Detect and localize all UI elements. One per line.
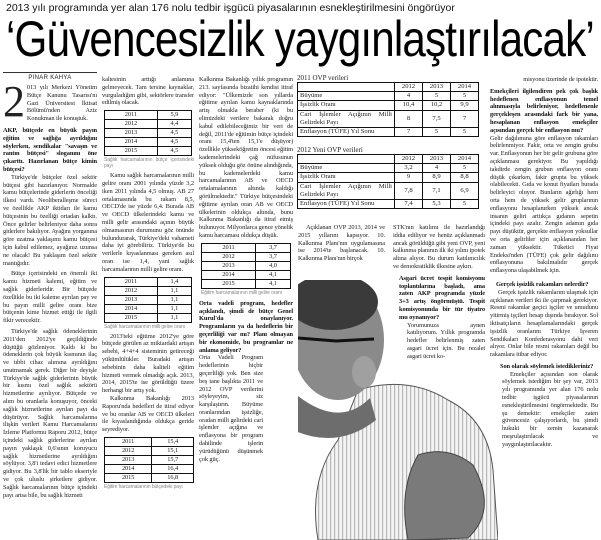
value-cell: 15,4 [152, 437, 194, 446]
header-cell: 2014 [451, 83, 479, 92]
table-row [298, 92, 479, 101]
headline: ‘Güvencesizlik yaygınlaştırılacak’ [6, 11, 594, 67]
paragraph: Açıklanan OVP 2013, 2014 ve 2015 yıllarını kapsıyor. 10. Kalkınma Planı'nın uygulamasına ise 2014'te başlanacak. 10. Kalkınma Planı'nın birçok [298, 224, 385, 263]
value-cell: 4,0 [255, 261, 290, 270]
ovp-2012-block [297, 146, 479, 209]
year-cell: 2013 [105, 129, 158, 138]
value-cell: 1,1 [157, 295, 191, 304]
table-row [105, 464, 194, 473]
indicator-cell: İşsizlik Oranı [298, 101, 395, 110]
year-cell: 2012 [105, 120, 158, 129]
byline: PINAR KAHYA [3, 72, 97, 81]
table-row [298, 110, 479, 127]
value-cell: 16,8 [152, 473, 194, 482]
value-cell: 5,3 [423, 200, 451, 209]
table-row [105, 455, 194, 464]
question: Asgari ücret tespit komisyonu toplantılarına başladı, ama zaten AKP programda yüzde 3+3 artış öngörmüştü. Tespit komisyonunda bir tür tiyatro mu oynanıyor? [399, 274, 485, 321]
ovp-2011-block [297, 74, 479, 137]
year-cell: 2013 [105, 295, 158, 304]
column-3 [199, 76, 293, 463]
value-cell: 6,9 [451, 182, 479, 199]
table-row [105, 473, 194, 482]
year-cell: 2014 [105, 464, 152, 473]
table-row [202, 270, 291, 279]
year-cell: 2012 [105, 446, 152, 455]
value-cell: 7,4 [395, 200, 423, 209]
question: AKP, bütçede en büyük payın eğitim ve sağlığa ayrıldığını söylerken, sendikalar "savaşın ve rantın bütçesi" sloganını öne çıkarttı. Hazırlanan bütçe kimin bütçesi? [3, 126, 97, 173]
paragraph: STK'nın katılımı ile hazırlandığı iddia ediliyor ve henüz açıklanmadı ancak görüldüğü gibi yeni OVP, yeni kalkınma planının ilk iki yılını ipotek altına alıyor. Bu durum katılımcılık ve demokratiklik ilkesine aykırı. [393, 224, 485, 270]
ovp-2011-table [297, 82, 479, 137]
year-cell: 2011 [105, 277, 158, 286]
column-5 [490, 76, 598, 449]
column-4a [298, 224, 385, 263]
value-cell: 15,1 [152, 446, 194, 455]
table-row [298, 164, 479, 173]
paragraph: Kalkınma Bakanlığı 2013 Raporu'nda hedefleri de itiraf ediyor ve bu oranlar AB ve OECD ülkeleri ile kıyaslandığında oldukça geride seyrediyor. [102, 394, 194, 434]
value-cell: 4,5 [157, 138, 191, 147]
intro: 013 yılı Merkezi Yönetim Bütçe Kanunu Tasarısı'nı Gazi Üniversitesi İktisat Bölümü'nden Aziz Konukman ile konuştuk. [26, 84, 97, 123]
value-cell: 5 [451, 92, 479, 101]
year-cell: 2011 [105, 437, 152, 446]
table-row [202, 279, 291, 288]
value-cell: 4,1 [255, 270, 290, 279]
value-cell: 4,4 [157, 120, 191, 129]
indicator-cell: Büyüme [298, 164, 395, 173]
table-row [298, 101, 479, 110]
health-budget-table-block [104, 110, 194, 169]
value-cell: 5 [423, 128, 451, 137]
table-caption: Sağlık harcamalarının milli gelire oranı [104, 323, 186, 330]
table-row [105, 138, 192, 147]
value-cell: 1,1 [157, 304, 191, 313]
paragraph: Emekçiler açısından son olarak söylemek istediğim bir şey var, 2013 yılı programında yer alan 176 nolu tedbir işgücü piyasalarının esnekleştirilmesini öngörmektedir. Bu şu demektir: emekçiler zaten güvencesiz çalışıyorlardı, bu şimdi hukuki bir zemin kazanarak meşrulaştırılacak ve yaygınlaştırılacaktır. [502, 370, 598, 448]
paragraph: Gelir dağılımına göre enflasyon rakamları belirlenmiyor. Fakir, orta ve zengin grubu var. Enflasyonun her bir gelir grubuna göre açıklanması gerekiyor. Bu yapıldığı takdirde zengin grubun enflasyon oranı düşük çıkarken, fakir grupta bu yüksek olabilecekti. Gıda ve konut fiyatları burada belirleyici oluyor. Bunların ağırlığı hem orta hem de yüksek gelir gruplarının enflasyonu hesaplanırken yüksek ancak insanın geliri arttıkça gıdanın sepetin içindeki payı azalır. Zengin adamın gıda payı düşüktür, gerçekte enflasyon yoksullar ve orta gelirliler için açıklanandan her zaman yüksektir. Tüketici Fiyat Endeksi'nden (TÜFE) çok gelir dağılımı enflasyonuna bakılmalıdır gerçek enflasyona ulaşabilmek için. [490, 134, 598, 275]
value-cell: 10,4 [395, 101, 423, 110]
year-cell: 2012 [202, 252, 256, 261]
table-row [202, 243, 291, 252]
question: Emekçileri ilgilendiren pek çok başlık hedeflenen enflasyonun temel alınmasıyla belirleniyor, hedeflenenle gerçekleşen arasındaki fark bir yana, hesaplanan enflasyon emekçiler açısından gerçek bir enflasyon mu? [490, 87, 598, 134]
edu-budget-table [104, 437, 194, 483]
value-cell: 7,5 [423, 110, 451, 127]
table-row [105, 446, 194, 455]
kicker: 2013 yılı programında yer alan 176 nolu tedbir işgücü piyasalarının esnekleştirilmesini öngörüyor [6, 2, 455, 14]
table-row [298, 200, 479, 209]
table-row [202, 252, 291, 261]
paragraph: Orta Vadeli Program hedeflerinin hiçbir geçerliliği yok. Ben size beş tane başlıkta 2011 ve 2012 OVP verilerini söyleyeyim, siz karşılaştırın. Büyüme oranlarından işsizliğe, oradan milli gelirdeki cari işlemler açığına ve enflasyona bir program dahilinde işlerin yürüdüğünü düşünmek çok güç. [199, 354, 263, 463]
value-cell: 16,4 [152, 464, 194, 473]
table-row [105, 286, 192, 295]
question: Gerçek işsizlik rakamları nelerdir? [496, 280, 589, 288]
table-row [298, 173, 479, 182]
value-cell: 5 [451, 128, 479, 137]
paragraph: misyonu üzerinde de ipotektir. [523, 76, 598, 83]
table-row [298, 128, 479, 137]
year-cell: 2014 [202, 270, 256, 279]
paragraph: Kalkınma Bakanlığı yıllık programın 213. sayfasında bizatihi kendisi itiraf ediyor: "Ülkemizde son yıllarda eğitime ayrılan kamu kaynaklarında artış olmakla beraber (ki bu elimizdeki verilere bakarak doğru kabul edilebileceğimiz bir veri de değil, 2011'de eğitimin bütçe içindeki oranı 15,4'ten 15,1'e düşüyor) özellikle yükseköğretim öncesi eğitim kademelerindeki çağ nüfusunun yüksek olduğu göz önüne alındığında, bu kademelerdeki kamu harcamalarının AB ve OECD ortalamalarının altında kaldığı görülmektedir." Türkiye bütçesindeki eğitime ayrılan oran AB ve OECD ülkelerinin oldukça altında, bunu Kalkınma Bakanlığı da itiraf etmiş bulunuyor. Milyonlarca gence yönelik kamu harcaması oldukça düşük. [199, 76, 294, 239]
value-cell: 7,1 [423, 182, 451, 199]
paragraph: kaltesinin arttığı anlamına gelmeyecek. Tam tersine kaynaklar, vurguladığım gibi, sektörlere transfer edilmiş olacak. [102, 76, 194, 107]
table-row [298, 182, 479, 199]
value-cell: 8,9 [423, 173, 451, 182]
indicator-cell: Enflasyon (TÜFE) Yıl Sonu [298, 200, 395, 209]
value-cell: 5,9 [157, 111, 191, 120]
year-cell: 2014 [105, 304, 158, 313]
year-cell: 2015 [105, 313, 158, 322]
year-cell: 2015 [202, 279, 256, 288]
table-caption: Sağlık harcamalarının bütçe içerisindeki payı [104, 157, 194, 170]
value-cell: 5 [451, 164, 479, 173]
question: Orta vadeli program, hedefler açıklandı, şimdi de bütçe Genel Kurul'da onaylanıyor. Programların ya da hedeflerin bir geçerliliği var mı? Planı olmayan bir ekonomide, bu programlar ne anlama geliyor? [199, 299, 293, 354]
edu-budget-table-block [104, 437, 194, 490]
indicator-cell: Cari İşlemler Açığının Milli Gelirdeki Payı [298, 182, 395, 199]
paragraph: 2013'teki eğitime 2012'ye göre bütçede görülen az miktardaki artışın sebebi, 4+4+4 sisteminin getireceği yükümlülükler. Buradaki artışın sebebinin daha kaliteli eğitim hizmeti vermek olmadığı açık. 2013, 2014, 2015'te ise görüldüğü üzere herhangi bir artış yok. [102, 332, 194, 395]
paragraph: Yorumunuza aynen katılıyorum. Yıllık programda hedefler belirlenmiş zaten asgari ücret için. Bu rezalet asgari ücret ko- [407, 321, 485, 360]
header-row [298, 155, 479, 164]
value-cell: 7,8 [395, 182, 423, 199]
value-cell: 3,2 [395, 164, 423, 173]
health-budget-table [104, 110, 192, 156]
table-row [105, 295, 192, 304]
paragraph: Türkiye'de sağlık ödeneklerinin 2011'den 2012'ye geçildiğinde düştüğü gözleniyor. Kaldı ki bu ödeneklerin çok büyük kısmının ilaç ve tıbbi cihaz alımına ayrıldığını unutmamak gerek. Diğer bir deyişle Türkiye'de sağlık giderlerinin büyük bir kısmı özel sağlık sektörü hizmetlerine ayrılıyor. Bütçede ve alım bu oranlarla konuşuyor, önceki sağlık hizmetlerine ayrılan payı da düşürüyor. Sağlık harcamalarına ilişkin verileri Kamu Harcamalarını İzleme Platformu Raporu 2012, bütçe içindeki sağlık giderlerine ayrılan payın yaklaşık 0,6'sının koruyucu sağlık hizmetlerine ayrıldığını söylüyor. 3,8'i tedavi edici hizmetlere gidiyor. Bu 3,8'lik bir tablo ekseriyle ve çok uluslu şirketlere gidiyor. Sağlık harcamalarının bütçe içindeki payı artsa bile, bu sağlık hizmeti [3, 327, 97, 499]
table-row [105, 304, 192, 313]
value-cell: 8,8 [451, 173, 479, 182]
paragraph: Kamu sağlık harcamalarının milli gelire oranı 2001 yılında yüzde 3,2 iken 2011 yılında 4,5 olmuş. AB 27 ortalamasında bu rakam 8,5, OECD'de ise yüzde 6,4. Burada AB ve OECD ülkelerindeki kamu ve milli gelir arasındaki açının büyük olmamasının durumunu göz önünde bulundurarak, Türkiye'deki vahameti daha iyi görebiliriz. Türkiye'de bu verilerle kıyaslanması gereken asıl oran ise 1,4, yani sağlık harcamalarının milli gelire oranı. [102, 172, 194, 273]
value-cell: 1,1 [157, 286, 191, 295]
ovp-2012-table [297, 154, 479, 209]
header-cell: 2014 [451, 155, 479, 164]
ovp-2011-title: 2011 OVP verileri [297, 74, 349, 82]
value-cell: 1,4 [157, 277, 191, 286]
value-cell: 15,7 [152, 455, 194, 464]
paragraph: Türkiye'de bütçeler özel sektör bütçesi gibi hazırlanıyor. Normalde kamu bütçelerinde giderlerin önceliği ilkesi vardı. Neoliberalleşme süreci ve özellikle AKP iktidarı ile kamu bütçesinin bu özelliği ortadan kalktı. Önce gelirler belirleniyor daha sonra giderlere bakılıyor. Ayağını yorganına göre uzatma yaklaşımı kamu bütçesi için kabul edilemez, ayağınız uzunsa ne olacak! Bu yaklaşım özel sektör mantığıdır. [3, 173, 97, 267]
value-cell: 3,7 [255, 252, 290, 261]
header-cell: 2012 [395, 155, 423, 164]
year-cell: 2014 [105, 138, 158, 147]
indicator-cell: Cari İşlemler Açığının Milli Gelirdeki Payı [298, 110, 395, 127]
indicator-cell: Enflasyon (TÜFE) Yıl Sonu [298, 128, 395, 137]
drop-cap: 2 [3, 77, 25, 126]
year-cell: 2012 [105, 286, 158, 295]
question: Son olarak söylemek istedikleriniz? [500, 362, 594, 370]
table-row [105, 129, 192, 138]
value-cell: 4,5 [157, 147, 191, 156]
health-gdp-table-block [104, 277, 194, 330]
health-gdp-table [104, 277, 192, 323]
table-row [105, 437, 194, 446]
header-row [298, 83, 479, 92]
value-cell: 9 [395, 173, 423, 182]
value-cell: 8 [395, 110, 423, 127]
column-4b [393, 224, 485, 361]
paragraph: Gerçek işsizlik rakamlarını ulaşmak için açıklanan verileri iki ile çarpmak gerekiyor. Resmi rakamlar geçici işçiler ve umudunu yitirmiş işçileri hesap dışında bırakıyor. Sol iktisatçıların hesaplamalarındaki gerçek işsizlik oranlarını Türkiye İşveren Sendikaları Konfederasyonu dahi veri alıyor. Onlar bile resmi rakamları değil bu rakamlara itibar ediyor. [490, 288, 598, 359]
ovp-2012-title: 2012 Yeni OVP verileri [297, 146, 363, 154]
header-cell: 2013 [423, 83, 451, 92]
table-caption: Eğitim harcamalarının milli gelire oranı [201, 289, 283, 296]
table-row [105, 147, 192, 156]
value-cell: 7 [395, 128, 423, 137]
indicator-cell: İşsizlik Oranı [298, 173, 395, 182]
value-cell: 5 [423, 92, 451, 101]
year-cell: 2015 [105, 147, 158, 156]
edu-gdp-table [201, 243, 291, 289]
table-row [105, 120, 192, 129]
value-cell: 4,1 [255, 279, 290, 288]
value-cell: 3,7 [255, 243, 290, 252]
table-row [105, 111, 192, 120]
year-cell: 2015 [105, 473, 152, 482]
value-cell: 4,5 [157, 129, 191, 138]
value-cell: 4 [423, 164, 451, 173]
value-cell: 7 [451, 110, 479, 127]
header-cell [298, 155, 395, 164]
edu-gdp-table-block [201, 243, 293, 296]
value-cell: 1,1 [157, 313, 191, 322]
year-cell: 2013 [202, 261, 256, 270]
value-cell: 10,2 [423, 101, 451, 110]
header-cell: 2012 [395, 83, 423, 92]
table-row [105, 313, 192, 322]
value-cell: 9,9 [451, 101, 479, 110]
year-cell: 2013 [105, 455, 152, 464]
year-cell: 2011 [202, 243, 256, 252]
table-row [202, 261, 291, 270]
table-caption: Eğitim harcamalarının bütçedeki payı [104, 483, 183, 490]
header-cell [298, 83, 395, 92]
value-cell: 4 [395, 92, 423, 101]
header-cell: 2013 [423, 155, 451, 164]
column-2 [102, 76, 194, 493]
indicator-cell: Büyüme [298, 92, 395, 101]
table-row [105, 277, 192, 286]
value-cell: 5 [451, 200, 479, 209]
year-cell: 2011 [105, 111, 158, 120]
paragraph: Bütçe içerisindeki en önemli iki kamu hizmeti kalemi, eğitim ve sağlık giderleridir. Bir bütçede özellikle bu iki kaleme ayrılan pay ve bu payın milli gelire oranı bize bütçenin kime hizmet ettiği ile ilgili fikir verecektir. [3, 270, 97, 325]
